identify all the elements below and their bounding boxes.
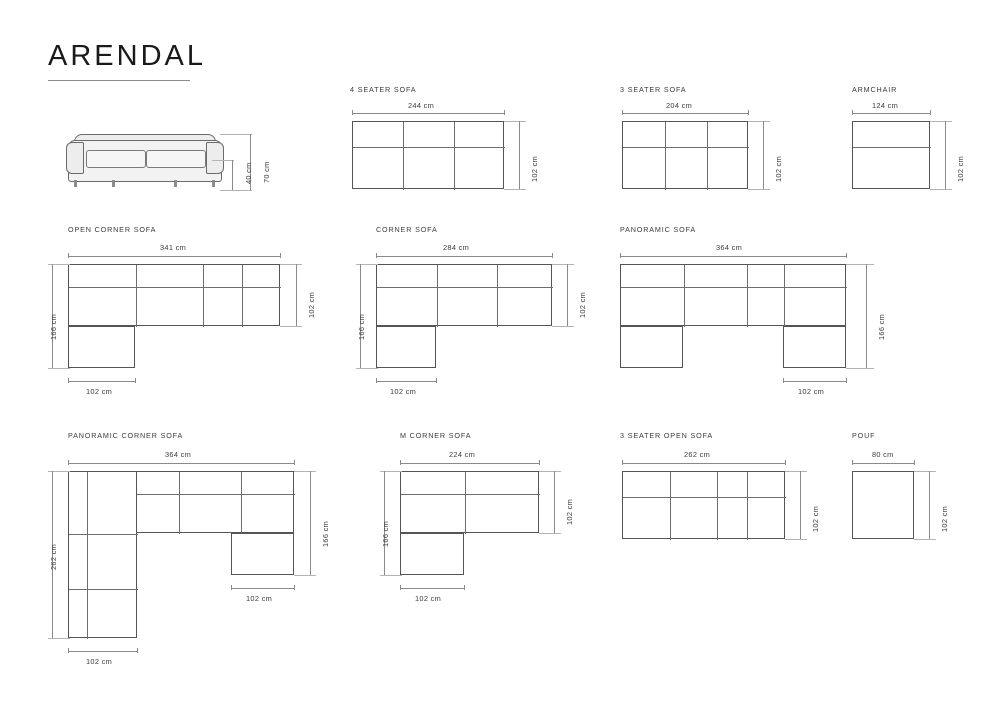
- dimension-width-corner: 284 cm: [443, 243, 470, 252]
- dimension-tick: [539, 460, 540, 465]
- plan-divider: [747, 472, 748, 540]
- dimension-depth-m-corner: 102 cm: [565, 498, 574, 525]
- label-4-seater-sofa: 4 SEATER SOFA: [350, 85, 417, 94]
- plan-panoramic-sofa-chaise-right: [783, 326, 846, 368]
- plan-backrest-line: [353, 147, 505, 148]
- dimension-line: [554, 471, 555, 533]
- plan-backrest-line: [623, 497, 786, 498]
- sofa-leg: [74, 180, 77, 187]
- dimension-width-3-seater-open: 262 cm: [684, 450, 711, 459]
- dimension-tick: [280, 253, 281, 258]
- extension-line: [294, 575, 316, 576]
- label-3-seater-open-sofa: 3 SEATER OPEN SOFA: [620, 431, 714, 440]
- plan-divider: [465, 472, 466, 534]
- dimension-chaise-width-m-corner: 102 cm: [415, 594, 442, 603]
- dimension-line: [68, 651, 137, 652]
- dimension-tick: [930, 110, 931, 115]
- dimension-tick: [622, 460, 623, 465]
- plan-divider: [717, 472, 718, 540]
- extension-line: [48, 638, 70, 639]
- extension-line: [504, 189, 526, 190]
- extension-line: [748, 189, 770, 190]
- dimension-tick: [137, 648, 138, 653]
- plan-divider: [437, 265, 438, 327]
- extension-line: [930, 121, 952, 122]
- plan-divider: [707, 122, 708, 190]
- dimension-width-3-seater: 204 cm: [666, 101, 693, 110]
- plan-divider: [203, 265, 204, 327]
- label-3-seater-sofa: 3 SEATER SOFA: [620, 85, 687, 94]
- plan-pouf: [852, 471, 914, 539]
- extension-line: [914, 471, 936, 472]
- plan-corner-sofa-main: [376, 264, 552, 326]
- dimension-tick: [294, 460, 295, 465]
- dimension-line: [68, 256, 280, 257]
- dimension-tick: [68, 253, 69, 258]
- plan-divider: [242, 265, 243, 327]
- dimension-total-depth-panoramic: 166 cm: [877, 313, 886, 340]
- extension-line: [785, 471, 807, 472]
- dimension-total-depth-m-corner: 166 cm: [381, 520, 390, 547]
- plan-open-corner-sofa-chaise: [68, 326, 135, 368]
- dimension-tick: [783, 378, 784, 383]
- dimension-depth-open-corner: 102 cm: [307, 291, 316, 318]
- dimension-tick: [748, 110, 749, 115]
- dimension-line: [296, 264, 297, 326]
- extension-line: [539, 533, 561, 534]
- sofa-armrest-right: [206, 142, 224, 174]
- dimension-height-total: 70 cm: [262, 161, 271, 183]
- dimension-width-pouf: 80 cm: [872, 450, 894, 459]
- plan-divider: [136, 265, 137, 327]
- dimension-tick: [400, 585, 401, 590]
- dimension-line: [622, 113, 748, 114]
- dimension-depth-3-seater-open: 102 cm: [811, 505, 820, 532]
- dimension-tick: [846, 253, 847, 258]
- dimension-line: [800, 471, 801, 539]
- dimension-line: [310, 471, 311, 575]
- dimension-tick: [352, 110, 353, 115]
- dimension-line: [231, 588, 294, 589]
- plan-backrest-line: [853, 147, 931, 148]
- dimension-depth-pouf: 102 cm: [940, 505, 949, 532]
- dimension-line: [352, 113, 504, 114]
- sofa-seat-cushion-right: [146, 150, 206, 168]
- page-title: ARENDAL: [48, 40, 206, 72]
- dimension-tick: [622, 110, 623, 115]
- plan-divider: [179, 472, 180, 534]
- dimension-line: [622, 463, 785, 464]
- sofa-leg: [112, 180, 115, 187]
- label-armchair: ARMCHAIR: [852, 85, 898, 94]
- plan-divider: [497, 265, 498, 327]
- plan-panoramic-sofa-main: [620, 264, 846, 326]
- extension-line: [846, 264, 874, 265]
- plan-panoramic-corner-left-leg: [68, 471, 137, 638]
- dimension-line: [929, 471, 930, 539]
- label-corner-sofa: CORNER SOFA: [376, 225, 438, 234]
- sofa-armrest-left: [66, 142, 84, 174]
- dimension-tick: [68, 648, 69, 653]
- sofa-leg: [212, 180, 215, 187]
- extension-line: [380, 575, 402, 576]
- dimension-width-armchair: 124 cm: [872, 101, 899, 110]
- dimension-line: [68, 381, 135, 382]
- plan-backrest-line: [69, 287, 281, 288]
- dimension-depth-armchair: 102 cm: [956, 155, 965, 182]
- extension-line: [48, 368, 70, 369]
- extension-line: [294, 471, 316, 472]
- dimension-depth-right-panoramic-corner: 166 cm: [321, 520, 330, 547]
- plan-divider: [747, 265, 748, 327]
- dimension-depth-4-seater: 102 cm: [530, 155, 539, 182]
- plan-divider: [87, 472, 88, 639]
- label-open-corner-sofa: OPEN CORNER SOFA: [68, 225, 157, 234]
- dimension-line: [376, 256, 552, 257]
- dimension-tick: [294, 585, 295, 590]
- plan-corner-sofa-chaise: [376, 326, 436, 368]
- dimension-width-panoramic: 364 cm: [716, 243, 743, 252]
- dimension-tick: [785, 460, 786, 465]
- extension-line: [504, 121, 526, 122]
- dimension-line: [519, 121, 520, 189]
- extension-line: [220, 190, 252, 191]
- dimension-tick: [231, 585, 232, 590]
- dimension-line: [68, 463, 294, 464]
- extension-line: [539, 471, 561, 472]
- dimension-tick: [436, 378, 437, 383]
- dimension-tick: [400, 460, 401, 465]
- dimension-tick: [852, 460, 853, 465]
- plan-divider: [403, 122, 404, 190]
- plan-m-corner-main: [400, 471, 539, 533]
- dimension-tick: [135, 378, 136, 383]
- dimension-line: [763, 121, 764, 189]
- dimension-depth-3-seater: 102 cm: [774, 155, 783, 182]
- extension-line: [552, 264, 574, 265]
- sofa-seat-cushion-left: [86, 150, 146, 168]
- dimension-tick: [620, 253, 621, 258]
- sofa-leg: [174, 180, 177, 187]
- dimension-total-depth-panoramic-corner: 262 cm: [49, 543, 58, 570]
- plan-divider: [784, 265, 785, 327]
- dimension-line: [400, 463, 539, 464]
- plan-3-seater-sofa: [622, 121, 748, 189]
- perspective-sofa-illustration: [64, 130, 224, 192]
- dimension-width-m-corner: 224 cm: [449, 450, 476, 459]
- dimension-width-open-corner: 341 cm: [160, 243, 187, 252]
- dimension-total-depth-open-corner: 166 cm: [49, 313, 58, 340]
- dimension-chaise-width-open-corner: 102 cm: [86, 387, 113, 396]
- label-pouf: POUF: [852, 431, 876, 440]
- label-m-corner-sofa: M CORNER SOFA: [400, 431, 472, 440]
- plan-divider: [454, 122, 455, 190]
- extension-line: [220, 134, 252, 135]
- label-panoramic-corner-sofa: PANORAMIC CORNER SOFA: [68, 431, 184, 440]
- dimension-tick: [68, 460, 69, 465]
- dimension-line: [400, 588, 464, 589]
- extension-line: [212, 160, 234, 161]
- plan-divider: [69, 589, 138, 590]
- title-divider: [48, 80, 190, 81]
- extension-line: [552, 326, 574, 327]
- dimension-line: [866, 264, 867, 368]
- plan-divider: [684, 265, 685, 327]
- dimension-depth-corner: 102 cm: [578, 291, 587, 318]
- dimension-tick: [504, 110, 505, 115]
- plan-backrest-line: [621, 287, 847, 288]
- dimension-chaise-width-panoramic: 102 cm: [798, 387, 825, 396]
- dimension-tick: [68, 378, 69, 383]
- plan-backrest-line: [377, 287, 553, 288]
- dimension-tick: [914, 460, 915, 465]
- dimension-height-seat: 40 cm: [244, 162, 253, 184]
- plan-divider: [241, 472, 242, 534]
- plan-backrest-line: [401, 494, 540, 495]
- plan-panoramic-sofa-chaise-left: [620, 326, 683, 368]
- dimension-line: [620, 256, 846, 257]
- dimension-chaise-width-right-panoramic-corner: 102 cm: [246, 594, 273, 603]
- extension-line: [280, 264, 302, 265]
- plan-panoramic-corner-right-chaise: [231, 533, 294, 575]
- dimension-width-4-seater: 244 cm: [408, 101, 435, 110]
- extension-line: [846, 368, 874, 369]
- dimension-line: [945, 121, 946, 189]
- dimension-tick: [376, 378, 377, 383]
- extension-line: [930, 189, 952, 190]
- extension-line: [356, 368, 378, 369]
- plan-open-corner-sofa-main: [68, 264, 280, 326]
- plan-3-seater-open-sofa: [622, 471, 785, 539]
- label-panoramic-sofa: PANORAMIC SOFA: [620, 225, 697, 234]
- dimension-tick: [464, 585, 465, 590]
- extension-line: [785, 539, 807, 540]
- plan-divider: [665, 122, 666, 190]
- plan-m-corner-chaise: [400, 533, 464, 575]
- dimension-line: [852, 463, 914, 464]
- dimension-chaise-width-left-panoramic-corner: 102 cm: [86, 657, 113, 666]
- dimension-tick: [852, 110, 853, 115]
- dimension-line: [232, 160, 233, 190]
- dimension-tick: [376, 253, 377, 258]
- plan-backrest-line: [623, 147, 749, 148]
- plan-armchair: [852, 121, 930, 189]
- dimension-line: [376, 381, 436, 382]
- dimension-line: [567, 264, 568, 326]
- dimension-line: [783, 381, 846, 382]
- extension-line: [280, 326, 302, 327]
- dimension-width-panoramic-corner: 364 cm: [165, 450, 192, 459]
- dimension-tick: [846, 378, 847, 383]
- plan-divider: [670, 472, 671, 540]
- plan-divider: [69, 534, 138, 535]
- dimension-chaise-width-corner: 102 cm: [390, 387, 417, 396]
- plan-4-seater-sofa: [352, 121, 504, 189]
- dimension-line: [852, 113, 930, 114]
- dimension-tick: [552, 253, 553, 258]
- extension-line: [748, 121, 770, 122]
- extension-line: [914, 539, 936, 540]
- dimension-total-depth-corner: 166 cm: [357, 313, 366, 340]
